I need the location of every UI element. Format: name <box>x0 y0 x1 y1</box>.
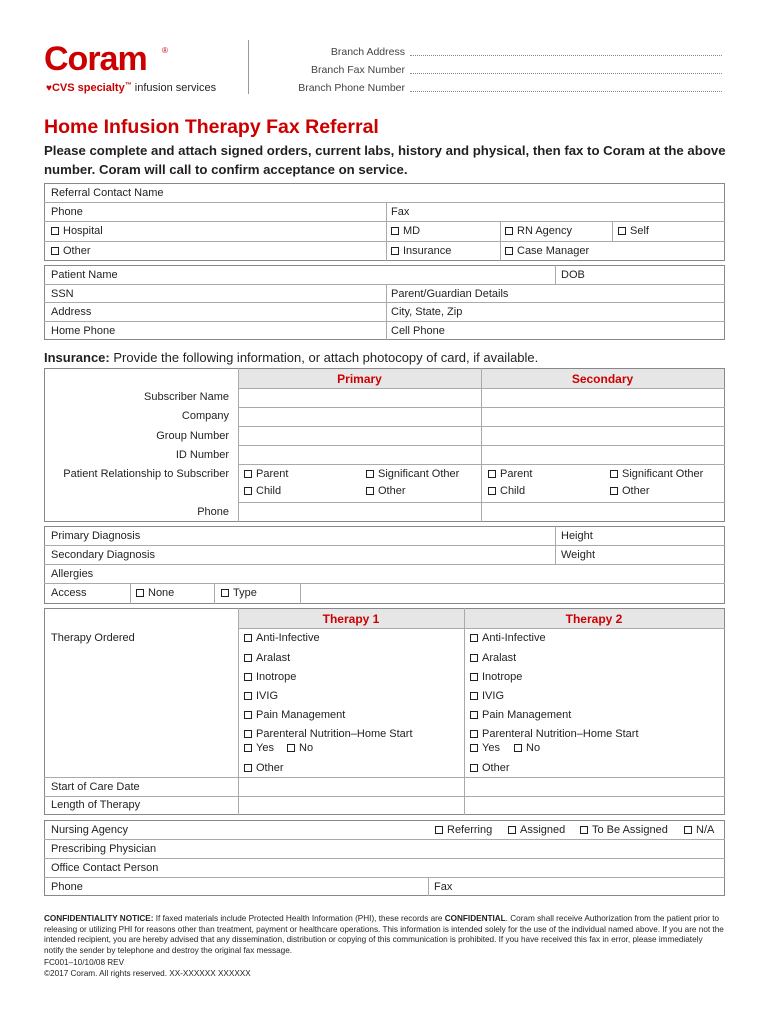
cvs-specialty-text: CVS specialty <box>51 82 125 94</box>
secondary-diagnosis-field[interactable]: Secondary Diagnosis <box>51 549 155 561</box>
home-phone-field[interactable]: Home Phone <box>51 325 116 337</box>
insurance-checkbox[interactable]: Insurance <box>391 245 451 257</box>
t1-ivig-checkbox[interactable]: IVIG <box>244 690 278 702</box>
primary-parent-checkbox[interactable]: Parent <box>244 468 288 480</box>
t2-yes-checkbox[interactable]: Yes <box>470 742 500 754</box>
access-none-checkbox[interactable]: None <box>136 587 174 599</box>
t2-ivig-checkbox[interactable]: IVIG <box>470 690 504 702</box>
cell-phone-field[interactable]: Cell Phone <box>391 325 445 337</box>
branch-address-field[interactable] <box>410 55 722 56</box>
branch-phone-label: Branch Phone Number <box>298 82 405 94</box>
t2-pain-management-checkbox[interactable]: Pain Management <box>470 709 571 721</box>
t1-aralast-checkbox[interactable]: Aralast <box>244 652 290 664</box>
form-id: FC001–10/10/08 REV <box>44 958 125 967</box>
weight-field[interactable]: Weight <box>561 549 596 561</box>
primary-other-checkbox[interactable]: Other <box>366 485 406 497</box>
infusion-services-text: infusion services <box>134 82 217 94</box>
t1-inotrope-checkbox[interactable]: Inotrope <box>244 671 296 683</box>
t2-other-checkbox[interactable]: Other <box>470 762 510 774</box>
case-manager-checkbox[interactable]: Case Manager <box>505 245 589 257</box>
to-be-assigned-checkbox[interactable]: To Be Assigned <box>580 824 668 836</box>
therapy-ordered-label: Therapy Ordered <box>51 632 135 644</box>
self-checkbox[interactable]: Self <box>618 225 649 237</box>
t1-parenteral-checkbox[interactable]: Parenteral Nutrition–Home Start <box>244 728 413 740</box>
subscriber-name-label: Subscriber Name <box>144 391 229 403</box>
office-contact-field[interactable]: Office Contact Person <box>51 862 159 874</box>
referring-checkbox[interactable]: Referring <box>435 824 492 836</box>
secondary-header: Secondary <box>571 372 634 386</box>
t2-anti-infective-checkbox[interactable]: Anti-Infective <box>470 632 546 644</box>
t1-no-checkbox[interactable]: No <box>287 742 313 754</box>
allergies-field[interactable]: Allergies <box>51 568 94 580</box>
secondary-child-checkbox[interactable]: Child <box>488 485 525 497</box>
referral-phone-field[interactable]: Phone <box>51 206 83 218</box>
cvs-specialty-logo <box>46 82 216 94</box>
logo-registered-mark: ® <box>162 46 168 55</box>
assigned-checkbox[interactable]: Assigned <box>508 824 565 836</box>
insurance-phone-label: Phone <box>197 506 229 518</box>
t1-yes-checkbox[interactable]: Yes <box>244 742 274 754</box>
physician-phone-field[interactable]: Phone <box>51 881 83 893</box>
branch-phone-field[interactable] <box>410 91 722 92</box>
company-label: Company <box>181 410 229 422</box>
insurance-heading: Insurance: Provide the following information, or attach photocopy of card, if available. <box>44 350 539 365</box>
branch-address-label: Branch Address <box>330 46 405 58</box>
ssn-field[interactable]: SSN <box>51 288 74 300</box>
branch-fax-field[interactable] <box>410 73 722 74</box>
header-divider <box>248 40 249 94</box>
t1-pain-management-checkbox[interactable]: Pain Management <box>244 709 345 721</box>
start-of-care-field[interactable]: Start of Care Date <box>51 781 140 793</box>
t1-anti-infective-checkbox[interactable]: Anti-Infective <box>244 632 320 644</box>
rn-agency-checkbox[interactable]: RN Agency <box>505 225 572 237</box>
height-field[interactable]: Height <box>561 530 593 542</box>
other-checkbox[interactable]: Other <box>51 245 91 257</box>
referral-fax-field[interactable]: Fax <box>391 206 410 218</box>
city-state-zip-field[interactable]: City, State, Zip <box>391 306 463 318</box>
id-number-label: ID Number <box>175 449 229 461</box>
therapy-2-header: Therapy 2 <box>565 612 623 626</box>
page-title: Home Infusion Therapy Fax Referral <box>44 116 379 138</box>
t1-other-checkbox[interactable]: Other <box>244 762 284 774</box>
address-field[interactable]: Address <box>51 306 92 318</box>
nursing-agency-field[interactable]: Nursing Agency <box>51 824 129 836</box>
tm-mark: ™ <box>124 82 132 89</box>
group-number-label: Group Number <box>156 430 229 442</box>
t2-inotrope-checkbox[interactable]: Inotrope <box>470 671 522 683</box>
instructions-text: Please complete and attach signed orders, current labs, history and physical, then fax to Coram at the above number. Coram will call to confirm acceptance on service. <box>44 143 726 177</box>
relationship-label: Patient Relationship to Subscriber <box>63 468 229 480</box>
na-checkbox[interactable]: N/A <box>684 824 714 836</box>
primary-diagnosis-field[interactable]: Primary Diagnosis <box>51 530 141 542</box>
confidentiality-notice: CONFIDENTIALITY NOTICE: If faxed materials include Protected Health Information (PHI), these records are CONFIDENTIAL. Coram shall receive Authorization from the patient prior to releasing or utilizing PHI for reasons other than treatment, payment or healthcare operations. This information is intended solely for the use of the individual named above. If you are not the intended recipient, you are hereby advised that any dissemination, distribution or copying of this communication is prohibited. If you have received this fax in error, please immediately notify the sender by telephone and destroy the original fax message. <box>44 914 724 955</box>
coram-logo: Coram <box>44 40 147 78</box>
guardian-details-field[interactable]: Parent/Guardian Details <box>391 288 509 300</box>
t2-aralast-checkbox[interactable]: Aralast <box>470 652 516 664</box>
therapy-1-header: Therapy 1 <box>322 612 380 626</box>
heart-icon: ♥ <box>46 83 52 94</box>
t2-parenteral-checkbox[interactable]: Parenteral Nutrition–Home Start <box>470 728 639 740</box>
prescribing-physician-field[interactable]: Prescribing Physician <box>51 843 157 855</box>
md-checkbox[interactable]: MD <box>391 225 420 237</box>
access-label: Access <box>51 587 87 599</box>
branch-fax-label: Branch Fax Number <box>311 64 405 76</box>
secondary-other-checkbox[interactable]: Other <box>610 485 650 497</box>
copyright: ©2017 Coram. All rights reserved. XX-XXXXXX XXXXXX <box>44 969 251 978</box>
referral-contact-name-field[interactable]: Referral Contact Name <box>51 187 164 199</box>
therapy-section <box>44 608 725 815</box>
secondary-parent-checkbox[interactable]: Parent <box>488 468 532 480</box>
hospital-checkbox[interactable]: Hospital <box>51 225 103 237</box>
access-type-checkbox[interactable]: Type <box>221 587 257 599</box>
primary-child-checkbox[interactable]: Child <box>244 485 281 497</box>
physician-fax-field[interactable]: Fax <box>434 881 453 893</box>
length-of-therapy-field[interactable]: Length of Therapy <box>51 799 141 811</box>
t2-no-checkbox[interactable]: No <box>514 742 540 754</box>
primary-header: Primary <box>337 372 382 386</box>
dob-field[interactable]: DOB <box>561 269 585 281</box>
patient-name-field[interactable]: Patient Name <box>51 269 118 281</box>
primary-significant-other-checkbox[interactable]: Significant Other <box>366 468 459 480</box>
secondary-significant-other-checkbox[interactable]: Significant Other <box>610 468 703 480</box>
